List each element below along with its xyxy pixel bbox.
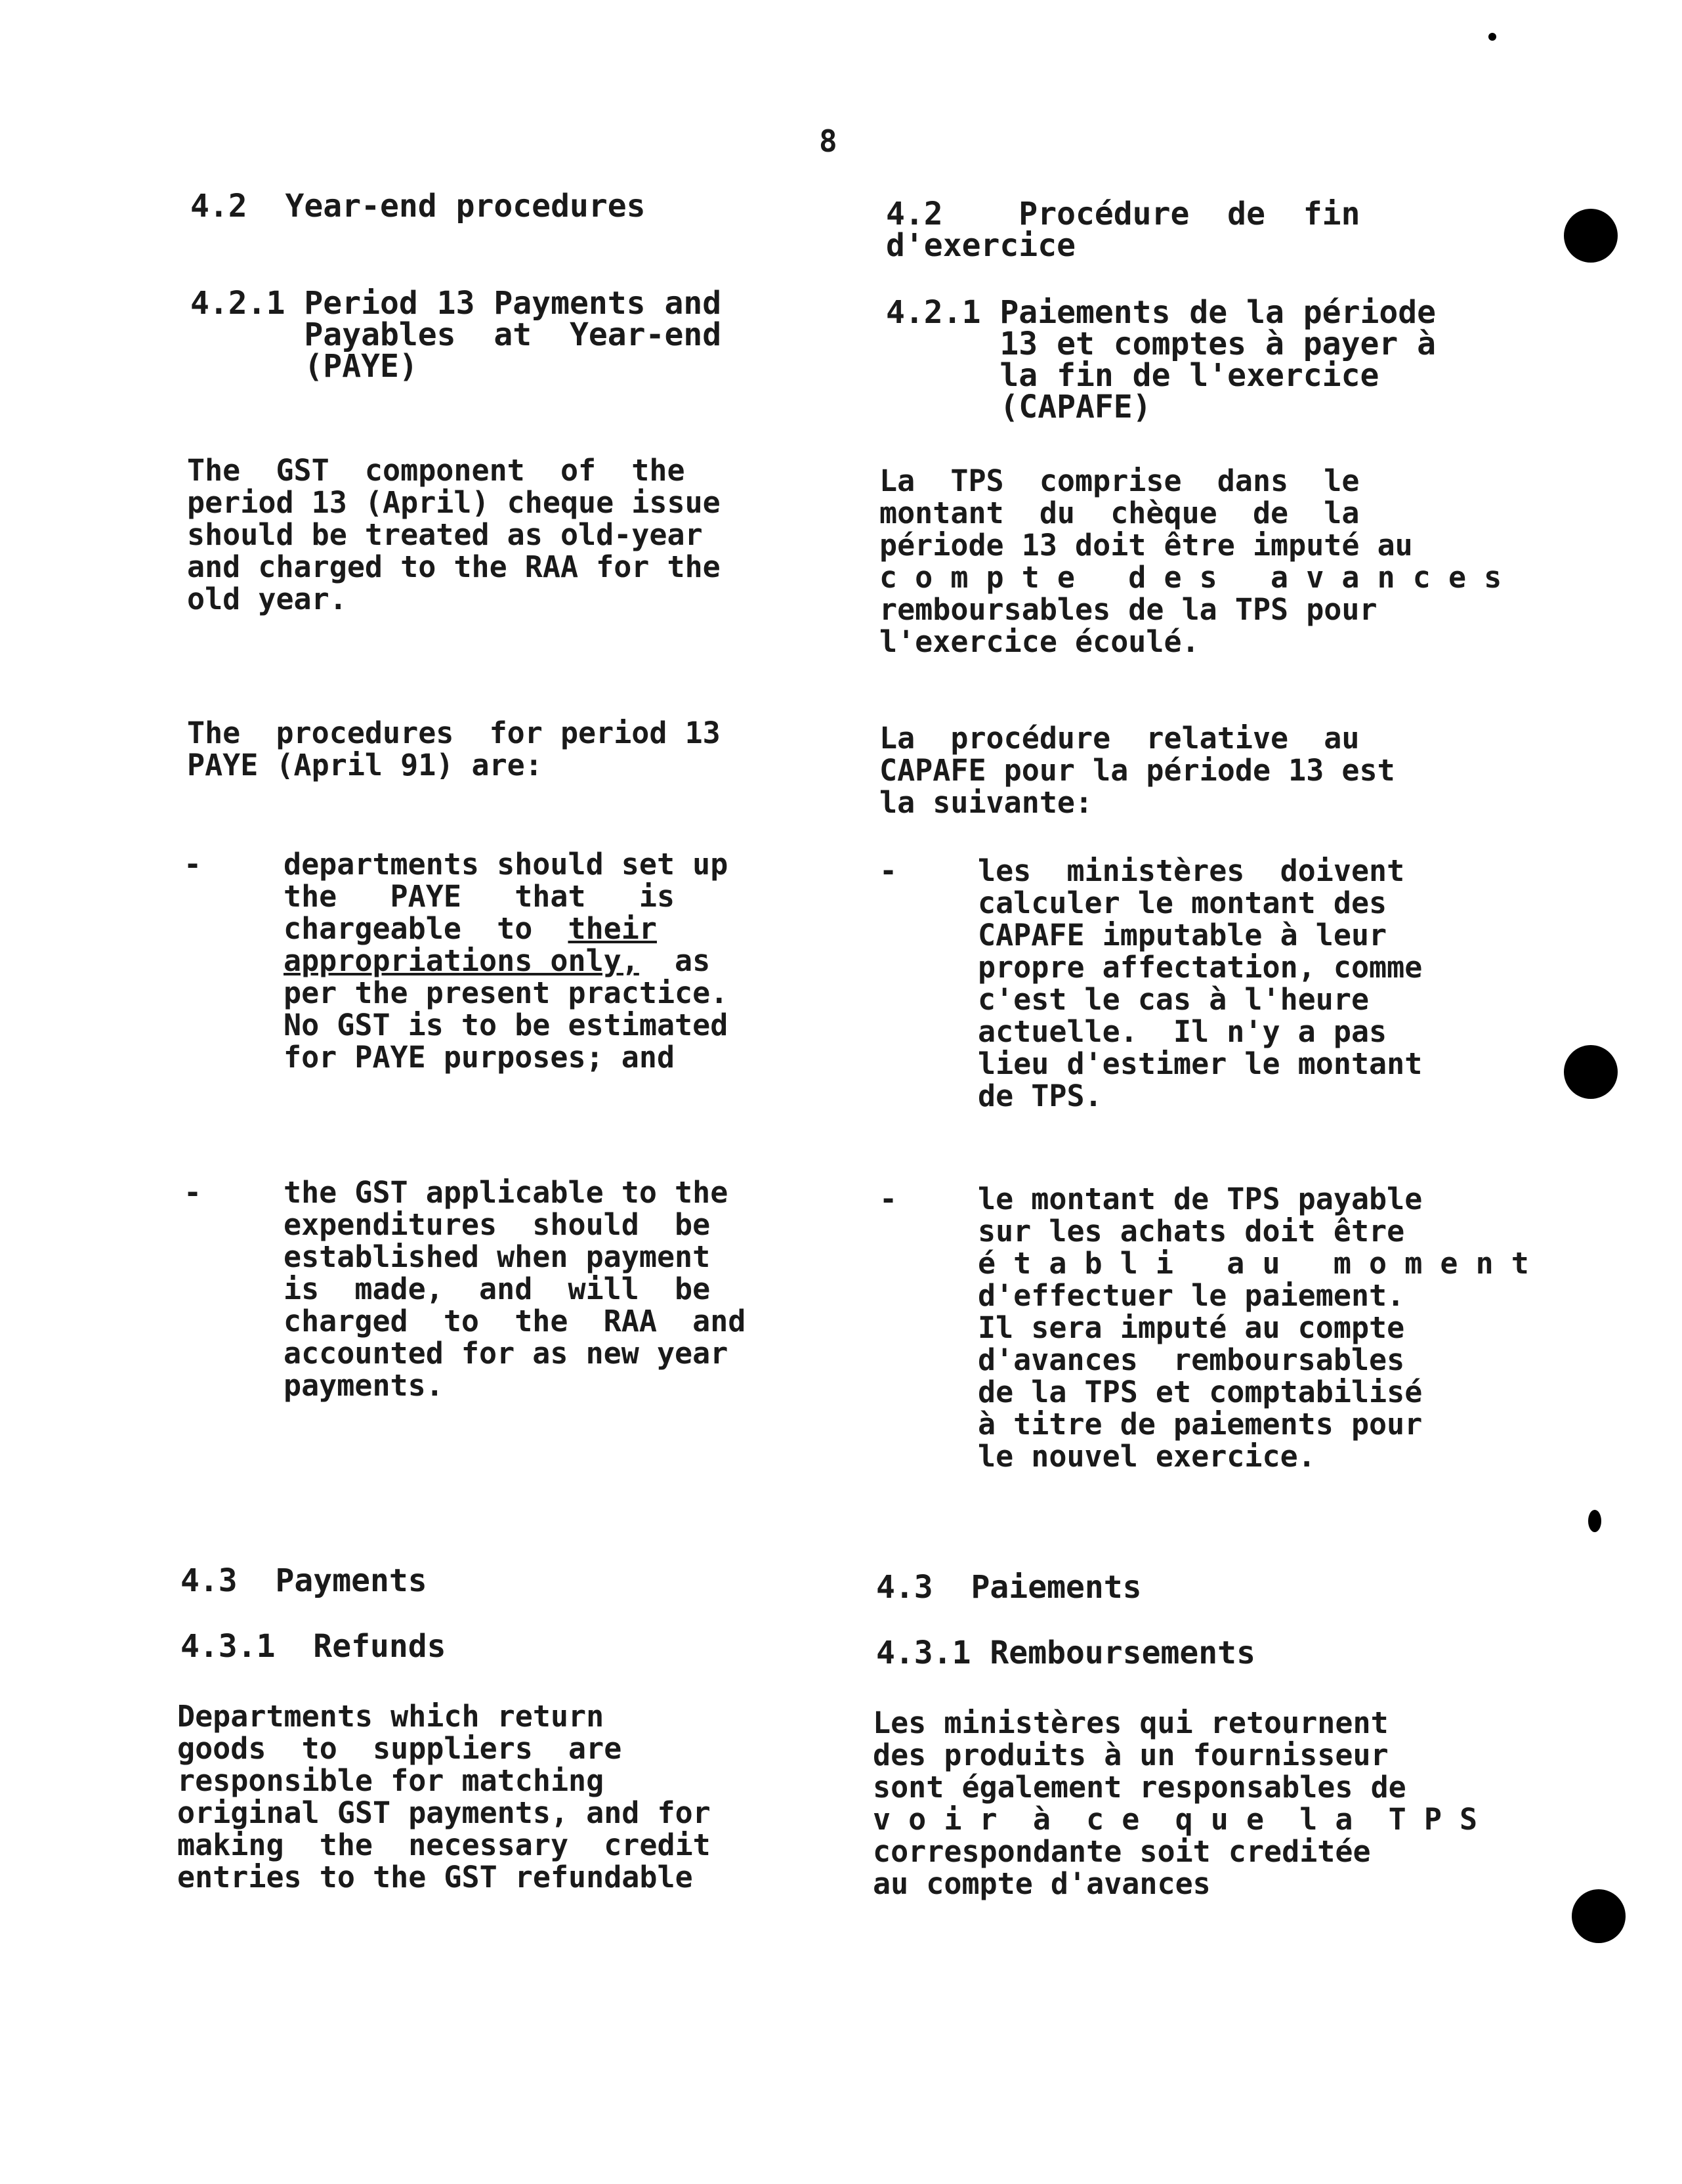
en-bullet-1-line-3: chargeable to [284, 911, 568, 946]
punch-hole-middle [1564, 1045, 1618, 1099]
fr-bullet-2: le montant de TPS payable sur les achats doit être é t a b l i a u m o m e n t d'effectuer le paiement. Il sera imputé au compte d'avances remboursables de la TPS et comptabilisé à titre de paiements pour le nouvel exercice. [978, 1182, 1529, 1474]
en-section-4-2-title: 4.2 Year-end procedures [190, 188, 646, 225]
en-paragraph-refunds: Departments which return goods to suppliers are responsible for matching original GST payments, and for making the necessary credit entries to the GST refundable [177, 1699, 711, 1895]
fr-bullet-1: les ministères doivent calculer le montant des CAPAFE imputable à leur propre affectation, comme c'est le cas à l'heure actuelle. Il n'y a pas lieu d'estimer le montant de TPS. [978, 853, 1423, 1113]
en-bullet-1-rest: per the present practice. No GST is to be estimated for PAYE purposes; and [284, 975, 728, 1075]
en-bullet-1-line-4-end: as [639, 943, 711, 978]
en-section-4-3-title: 4.3 Payments [180, 1562, 427, 1599]
en-bullet-1-dash: - [184, 847, 202, 882]
fr-section-4-2-title: 4.2 Procédure de fin d'exercice [886, 196, 1360, 264]
fr-paragraph-procedure: La procédure relative au CAPAFE pour la période 13 est la suivante: [879, 721, 1395, 820]
fr-section-4-2-1-title: 4.2.1 Paiements de la période 13 et comptes à payer à la fin de l'exercice (CAPAFE) [886, 294, 1437, 425]
fr-section-4-3-title: 4.3 Paiements [876, 1569, 1142, 1606]
en-section-4-2-1-title: 4.2.1 Period 13 Payments and Payables at Year-end (PAYE) [190, 285, 722, 385]
en-bullet-2: the GST applicable to the expenditures should be established when payment is made, and will be charged to the RAA and accounted for as new year payments. [284, 1175, 746, 1403]
fr-bullet-2-dash: - [879, 1182, 898, 1216]
en-bullet-1-line-2: the PAYE that is [284, 879, 675, 914]
punch-hole-bottom [1572, 1889, 1626, 1943]
en-bullet-1-underlined-appropriations: appropriations only, [284, 943, 639, 978]
fr-paragraph-remboursements: Les ministères qui retournent des produits à un fournisseur sont également responsables de v o i r à c e q u e l a T P S correspondante soit creditée au compte d'avances [873, 1705, 1478, 1901]
fr-bullet-1-dash: - [879, 853, 898, 888]
fr-section-4-3-1-title: 4.3.1 Remboursements [876, 1635, 1255, 1671]
fr-paragraph-tps-comprise: La TPS comprise dans le montant du chèque de la période 13 doit être imputé au c o m p t e d e s a v a n c e s remboursables de la TPS pour l'exercice écoulé. [879, 463, 1502, 659]
en-paragraph-procedures: The procedures for period 13 PAYE (April 91) are: [187, 716, 721, 782]
en-bullet-1 [284, 848, 728, 1073]
en-bullet-2-dash: - [184, 1175, 202, 1210]
en-paragraph-gst-component: The GST component of the period 13 (April) cheque issue should be treated as old-year and charged to the RAA for the old year. [187, 453, 721, 616]
speck [1488, 33, 1496, 41]
punch-hole-top [1564, 209, 1618, 263]
page-number: 8 [819, 123, 837, 159]
en-bullet-1-underlined-their: their [568, 911, 657, 946]
en-section-4-3-1-title: 4.3.1 Refunds [180, 1628, 446, 1665]
en-bullet-1-line-1: departments should set up [284, 847, 728, 882]
speck [1588, 1510, 1601, 1532]
